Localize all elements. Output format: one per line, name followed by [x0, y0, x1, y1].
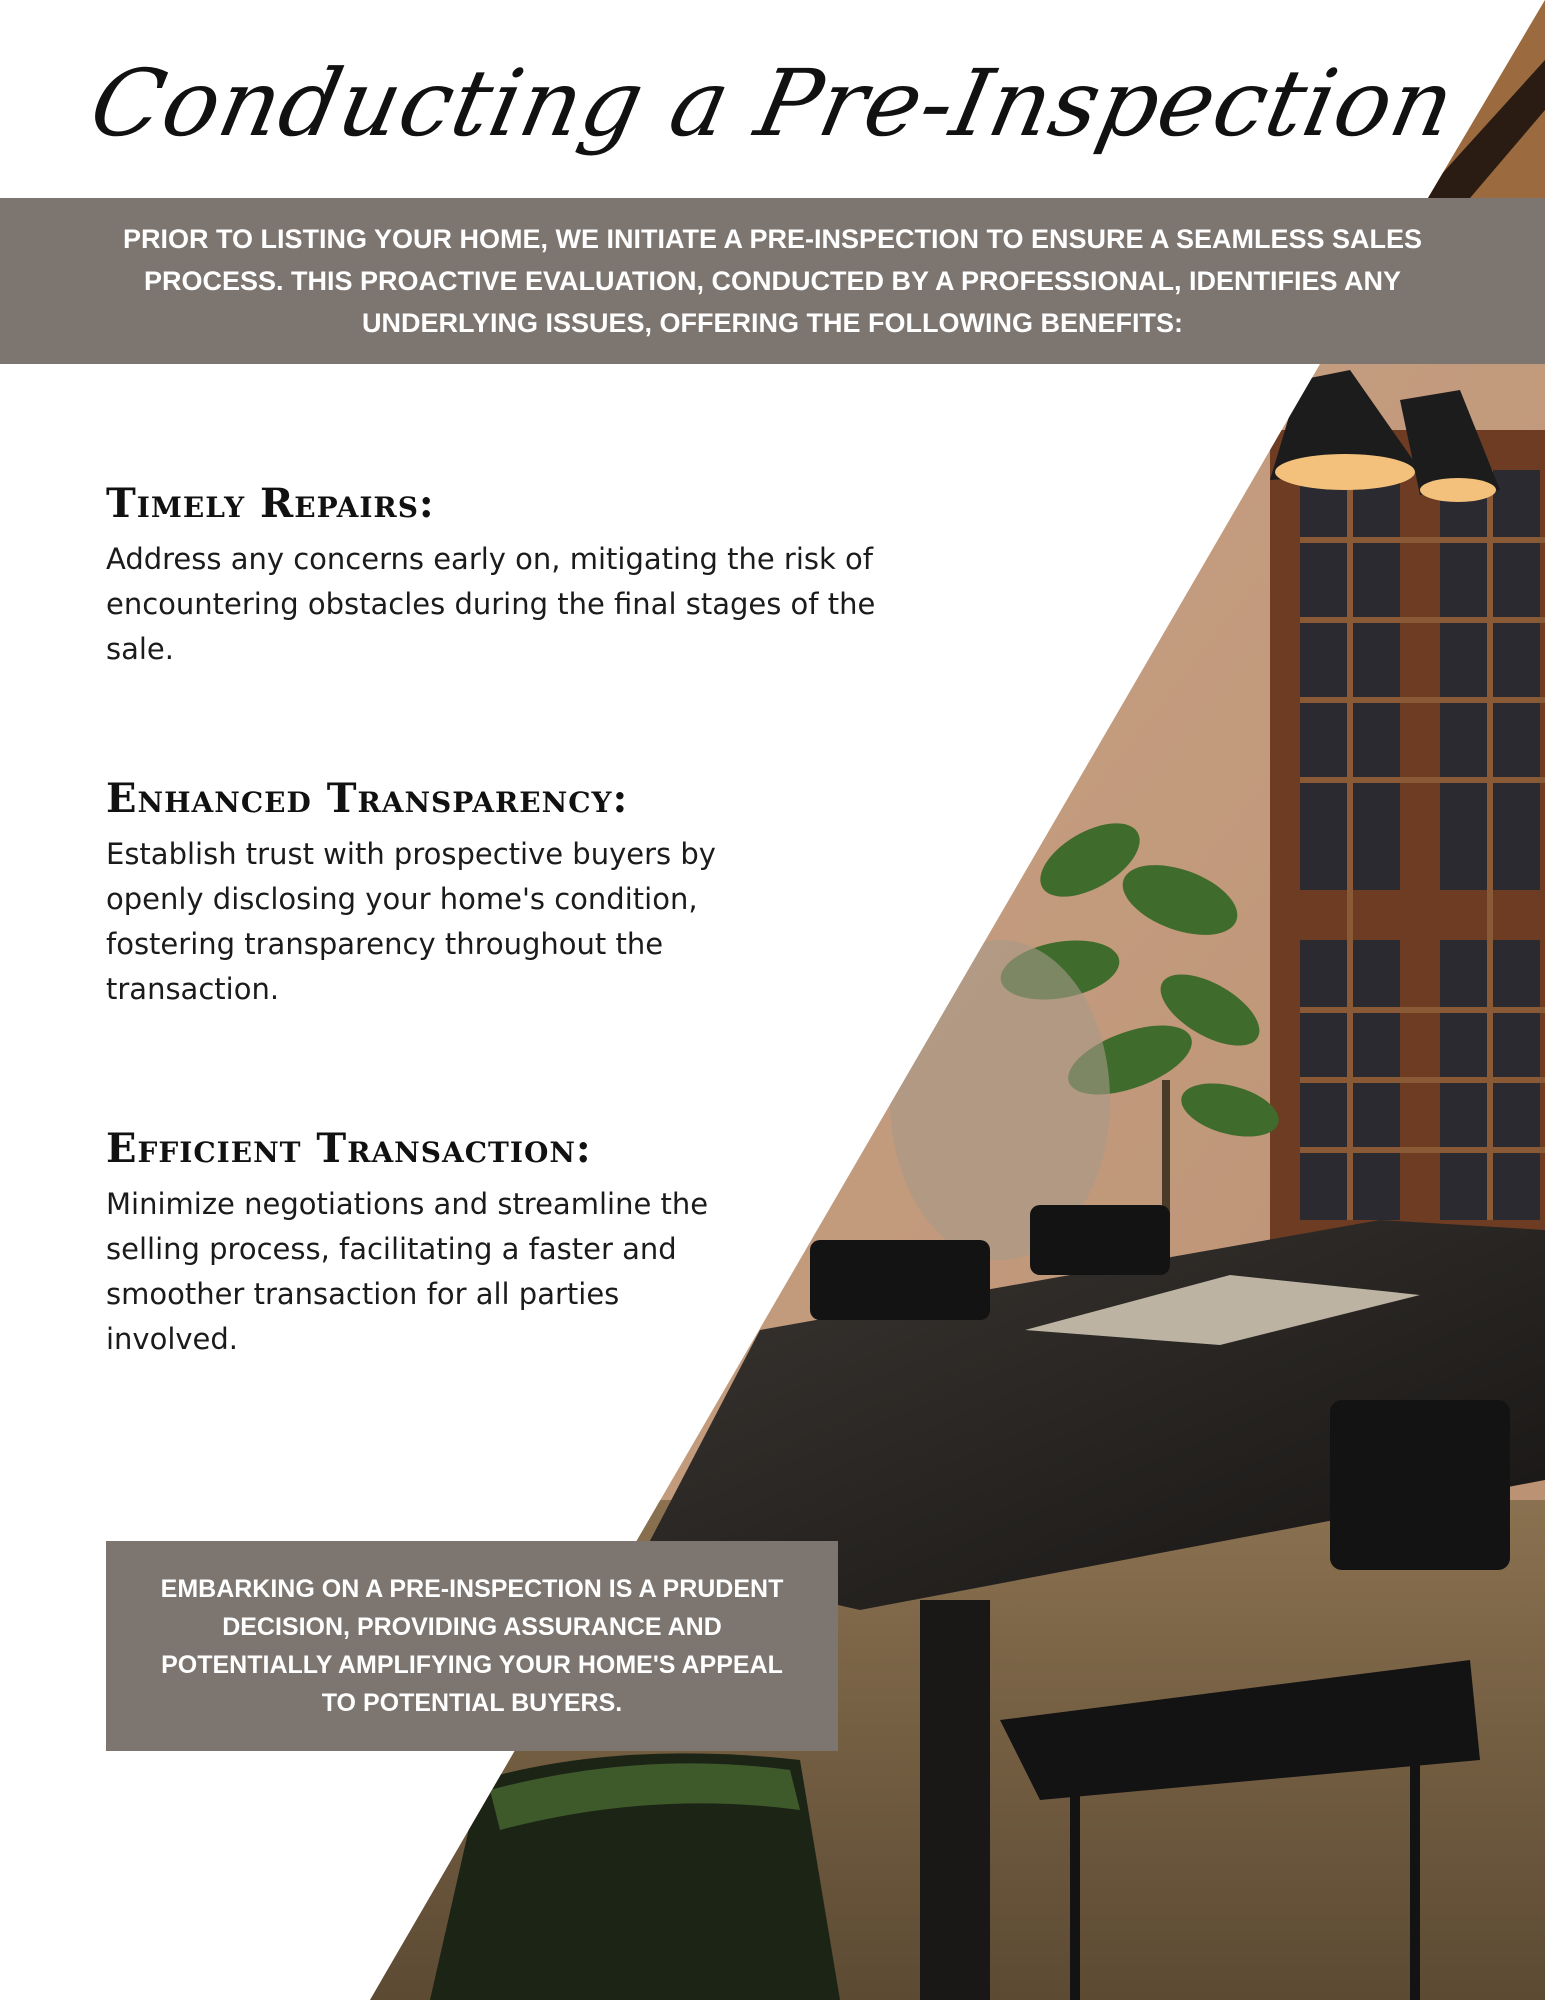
intro-banner: [0, 198, 1545, 364]
benefit-efficient-transaction: [106, 1125, 746, 1362]
benefit-enhanced-transparency: [106, 775, 766, 1012]
benefit-body: Address any concerns early on, mitigating the risk of encountering obstacles during the final stages of the sale.: [106, 542, 876, 666]
closing-callout-text: EMBARKING ON A PRE-INSPECTION IS A PRUDENT DECISION, PROVIDING ASSURANCE AND POTENTIALLY AMPLIFYING YOUR HOME'S APPEAL TO POTENTIAL BUYERS.: [160, 1575, 784, 1717]
benefit-body: Establish trust with prospective buyers by openly disclosing your home's condition, fostering transparency throughout the transaction.: [106, 837, 716, 1006]
benefit-body: Minimize negotiations and streamline the selling process, facilitating a faster and smoother transaction for all parties involved.: [106, 1187, 709, 1356]
benefit-timely-repairs: [106, 480, 926, 672]
intro-banner-text: PRIOR TO LISTING YOUR HOME, WE INITIATE A PRE-INSPECTION TO ENSURE A SEAMLESS SALES PROCESS. THIS PROACTIVE EVALUATION, CONDUCTED BY A PROFESSIONAL, IDENTIFIES ANY UNDERLYING ISSUES, OFFERING THE FOLLOWING BENEFITS:: [122, 224, 1423, 338]
page-title: Conducting a Pre-Inspection: [81, 49, 1464, 157]
closing-callout: [106, 1541, 838, 1751]
benefit-heading: Timely Repairs:: [106, 480, 435, 527]
page-title-area: [0, 8, 1545, 198]
benefit-heading: Efficient Transaction:: [106, 1125, 592, 1172]
benefit-heading: Enhanced Transparency:: [106, 775, 629, 822]
